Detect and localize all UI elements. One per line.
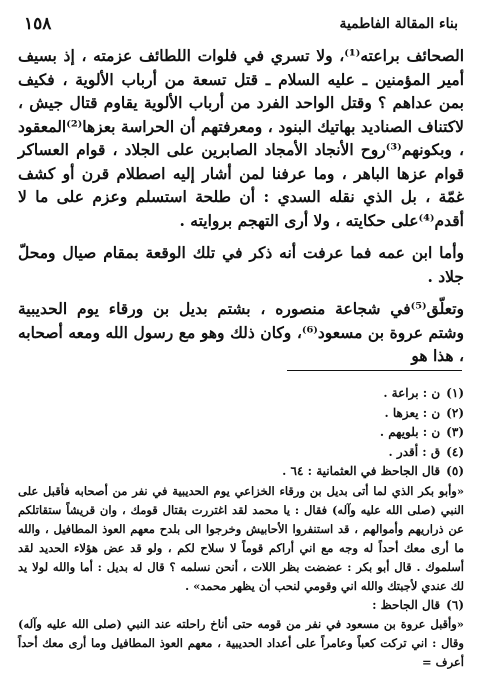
main-text	[18, 44, 464, 368]
footnote-text: ن : بلويهم .	[379, 425, 441, 439]
footnote-marker: (٦)	[446, 597, 464, 612]
footnote-text: ق : أقدر .	[388, 444, 441, 459]
footnote-item	[18, 462, 464, 482]
footnote-text: ن : يعزها .	[384, 405, 441, 420]
footnote-marker: (٢)	[446, 405, 464, 420]
footnote-item	[18, 384, 464, 404]
paragraph: الصحائف براعته⁽¹⁾، ولا تسري في فلوات اللطائف عزمته ، إذ بسيف أمير المؤمنين ـ عليه السلام ـ قتل تسعة من أرباب الألوية ، فكيف بمن عداهم ؟ وقتل الواحد الفرد من أرباب الألوية يقاوم قتال جيش ، لاكتناف الصناديد بهاتيك البنود ، ومعرفتهم أن الحراسة بعزها⁽²⁾المعقود ، وبكونهم⁽³⁾روح الأنجاد الأمجاد الصابرين على الجلاد ، قوام العساكر قوام عزها الباهر ، وما عرفنا لمن أشار إليه اصطلام قرن أو كشف غمّة ، بل الذي نقله السدي : أن طلحة استسلم وعزم على ما لا أقدم⁽⁴⁾على حكايته ، ولا أرى التهجم بروايته .	[18, 46, 464, 230]
paragraph-spacer	[18, 288, 464, 297]
footnotes	[18, 384, 464, 672]
footnote-item	[18, 443, 464, 463]
paragraph-spacer	[18, 232, 464, 241]
footnote-marker: (٣)	[446, 425, 464, 439]
footnote-item	[18, 404, 464, 424]
footnote-item	[18, 423, 464, 443]
page-header	[24, 10, 458, 38]
footnote-text: قال الجاحظ :	[372, 597, 441, 612]
footnote-marker: (٤)	[446, 444, 464, 459]
footnote-marker: (٥)	[446, 464, 464, 478]
running-title: بناء المقالة الفاطمية	[339, 16, 458, 32]
footnote-text: ن : براعة .	[383, 386, 441, 400]
page-number: ١٥٨	[24, 14, 52, 34]
paragraph: وأما ابن عمه فما عرفت أنه ذكر في تلك الوقعة بمقام صيال ومحلّ جلاد .	[18, 243, 464, 286]
footnote-marker: (١)	[446, 386, 464, 400]
footnote-quote: «وأبو بكر الذي لما أتى بديل بن ورقاء الخزاعي يوم الحديبية في نفر من أصحابه فأقبل على النبي (صلى الله عليه وآله) فقال : يا محمد لقد اغتررت بقتال قومك ، وان قريشاً ستقاتلكم عن ذراريهم وأموالهم ، قد استنفروا الأحابيش وخرجوا الى بلدح معهم العوذ المطافيل ، والله ما أرى معك أحداً له وجه مع اني أراكم قوماً لا سلاح لكم ، ولو قد عض هؤلاء الحديد لقد أسلموك . قال أبو بكر : عضضت بظر اللات ، أنحن نسلمه ؟ قال له بديل : أما والله لولا يد لك عندي لأجبتك والله اني وقومي لنحب أن يظهر محمد» .	[18, 483, 464, 593]
footnote-divider	[287, 370, 462, 371]
footnote-quote: «وأقبل عروة بن مسعود في نفر من قومه حتى أناخ راحلته عند النبي (صلى الله عليه وآله) وقال : اني تركت كعباً وعامراً على أعداد الحديبية ، معهم العوذ المطافيل وما أرى معك أحداً أعرف =	[18, 617, 464, 669]
paragraph: وتعلّق⁽⁵⁾في شجاعة منصوره ، بشتم بديل بن ورقاء يوم الحديبية وشتم عروة بن مسعود⁽⁶⁾، وكان ذلك وهو مع رسول الله ومعه أصحابه ، هذا هو	[18, 299, 464, 365]
footnote-item	[18, 596, 464, 616]
footnote-text: قال الجاحظ في العثمانية : ٦٤ .	[282, 464, 441, 478]
